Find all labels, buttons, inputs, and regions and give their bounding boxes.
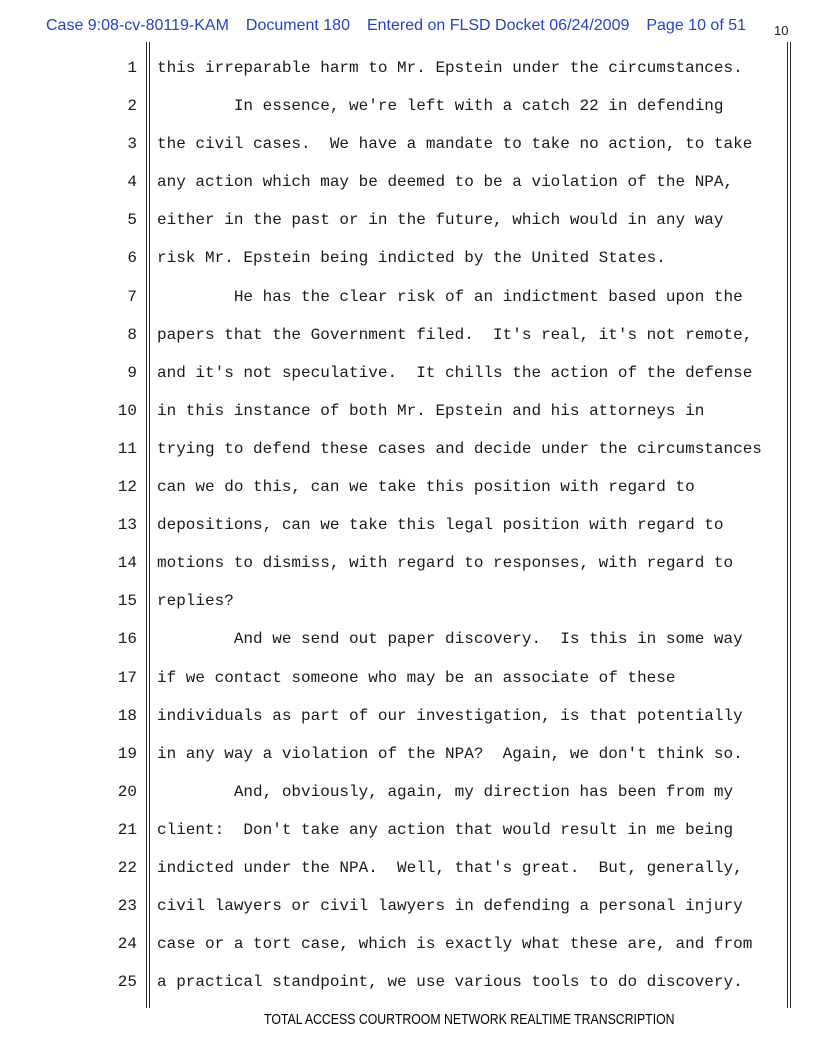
transcript-body [0,49,816,1001]
line-number: 23 [117,897,137,916]
line-number: 22 [117,858,137,877]
transcript-row [0,773,816,811]
transcript-row [0,925,816,963]
line-number: 3 [127,135,137,154]
line-number: 4 [127,173,137,192]
transcript-line-text: He has the clear risk of an indictment based upon the [157,287,743,306]
case-number-label: Case 9:08-cv-80119-KAM [46,17,229,34]
docket-stamp-header [46,16,746,36]
line-number: 24 [117,935,137,954]
transcript-row [0,544,816,582]
docket-entered-label: Entered on FLSD Docket 06/24/2009 [366,17,630,34]
line-number: 16 [117,630,137,649]
line-number: 10 [117,401,137,420]
transcript-line-text: a practical standpoint, we use various tools to do discovery. [157,973,743,992]
transcript-line-text: in any way a violation of the NPA? Again, we don't think so. [157,744,743,763]
transcript-row [0,278,816,316]
transcript-row [0,163,816,201]
transcript-line-text: if we contact someone who may be an associate of these [157,668,676,687]
transcript-line-text: motions to dismiss, with regard to responses, with regard to [157,554,734,573]
transcript-row [0,354,816,392]
transcript-line-text: civil lawyers or civil lawyers in defending a personal injury [157,897,743,916]
transcript-line-text: either in the past or in the future, which would in any way [157,211,724,230]
transcript-line-text: trying to defend these cases and decide under the circumstances [157,439,762,458]
pdf-page-label: Page 10 of 51 [646,17,746,34]
transcript-line-text: case or a tort case, which is exactly what these are, and from [157,935,753,954]
line-number: 25 [117,973,137,992]
transcript-row [0,430,816,468]
line-number: 8 [127,325,137,344]
transcript-row [0,87,816,125]
transcript-row [0,506,816,544]
transcript-row [0,239,816,277]
line-number: 11 [117,439,137,458]
line-number: 5 [127,211,137,230]
transcript-line-text: In essence, we're left with a catch 22 in defending [157,97,724,116]
transcript-line-text: and it's not speculative. It chills the action of the defense [157,363,753,382]
transcript-line-text: any action which may be deemed to be a violation of the NPA, [157,173,734,192]
transcript-row [0,963,816,1001]
line-number: 19 [117,744,137,763]
transcript-line-text: papers that the Government filed. It's real, it's not remote, [157,325,753,344]
transcript-row [0,735,816,773]
line-number: 14 [117,554,137,573]
transcript-page-number: 10 [774,23,789,38]
transcript-row [0,125,816,163]
transcript-line-text: client: Don't take any action that would result in me being [157,820,734,839]
transcript-line-text: in this instance of both Mr. Epstein and his attorneys in [157,401,705,420]
transcript-row [0,201,816,239]
line-number: 13 [117,516,137,535]
transcript-line-text: the civil cases. We have a mandate to take no action, to take [157,135,753,154]
line-number: 7 [127,287,137,306]
line-number: 17 [117,668,137,687]
transcript-row [0,316,816,354]
transcript-row [0,620,816,658]
transcript-row [0,697,816,735]
transcript-line-text: individuals as part of our investigation, is that potentially [157,706,743,725]
line-number: 21 [117,820,137,839]
line-number: 1 [127,59,137,77]
line-number: 20 [117,782,137,801]
transcript-row [0,468,816,506]
transcript-row [0,582,816,620]
document-number-label: Document 180 [245,17,350,34]
transcript-line-text: indicted under the NPA. Well, that's great. But, generally, [157,858,743,877]
transcript-footer [146,1011,792,1028]
transcript-line-text: risk Mr. Epstein being indicted by the United States. [157,249,666,268]
transcript-line-text: depositions, can we take this legal position with regard to [157,516,724,535]
transcript-line-text: can we do this, can we take this position with regard to [157,478,695,497]
transcript-footer-text: TOTAL ACCESS COURTROOM NETWORK REALTIME TRANSCRIPTION [263,1011,675,1028]
line-number: 18 [117,706,137,725]
line-number: 12 [117,478,137,497]
line-number: 6 [127,249,137,268]
line-number: 15 [117,592,137,611]
transcript-row [0,49,816,87]
transcript-row [0,659,816,697]
transcript-line-text: And we send out paper discovery. Is this in some way [157,630,743,649]
transcript-line-text: And, obviously, again, my direction has been from my [157,782,734,801]
transcript-row [0,849,816,887]
transcript-line-text: replies? [157,592,234,611]
line-number: 9 [127,363,137,382]
line-number: 2 [127,97,137,116]
transcript-row [0,392,816,430]
transcript-line-text: this irreparable harm to Mr. Epstein under the circumstances. [157,59,743,77]
transcript-row [0,887,816,925]
transcript-row [0,811,816,849]
